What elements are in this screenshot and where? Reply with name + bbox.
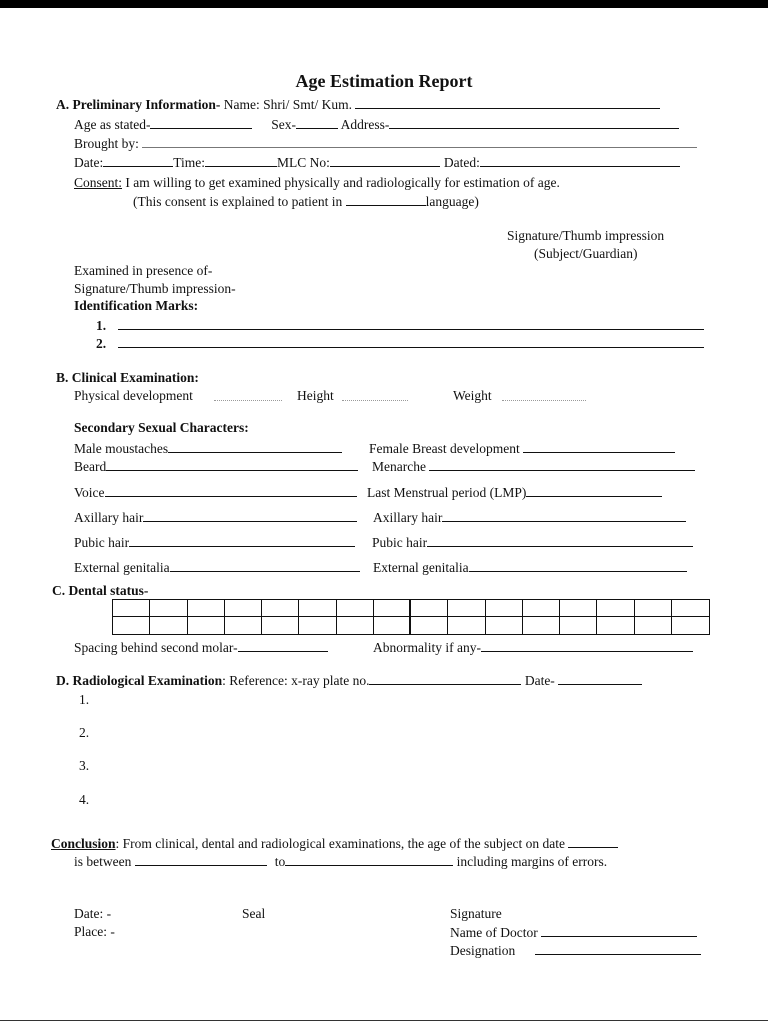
brought-by-label: Brought by: [74,136,139,151]
female-breast-field[interactable] [523,440,675,453]
reference-label: : Reference: x-ray plate no. [222,673,370,688]
dental-cell[interactable] [597,617,634,634]
physical-field[interactable] [214,388,282,401]
seal-label: Seal [242,906,266,921]
axillary-left-field[interactable] [143,509,357,522]
consent-note-2: language) [425,194,479,209]
menarche-row [372,458,695,475]
bottom-border [0,1020,768,1021]
sex-label: Sex- [271,117,296,132]
abnormality-field[interactable] [481,639,693,652]
physical-label: Physical development [74,388,193,403]
dental-cell[interactable] [411,600,448,617]
dental-cell[interactable] [597,600,634,617]
age-range-row [74,853,607,870]
dental-cell[interactable] [448,617,485,634]
dental-cell[interactable] [299,617,336,634]
dental-cell[interactable] [337,617,374,634]
date-time-row [74,154,680,171]
dental-cell[interactable] [672,617,709,634]
genitalia-right-row [373,559,687,576]
dental-cell[interactable] [225,617,262,634]
footer-place-label: Place: - [74,924,115,939]
dental-cell[interactable] [113,600,150,617]
subject-signature-label: Signature/Thumb impression [507,228,665,243]
brought-by-field[interactable] [142,135,697,148]
top-border [0,0,768,8]
dental-cell[interactable] [188,617,225,634]
menarche-label: Menarche [372,459,430,474]
mark-2-row [96,335,704,352]
age-field[interactable] [150,116,252,129]
conclusion-date-field[interactable] [568,835,618,848]
mlc-field[interactable] [330,154,440,167]
dated-label: Dated: [443,155,480,170]
age-to-field[interactable] [285,853,453,866]
abnormality-label: Abnormality if any- [373,640,481,655]
pubic-left-field[interactable] [129,534,355,547]
to-label: to [274,854,286,869]
axillary-right-field[interactable] [442,509,686,522]
lmp-label: Last Menstrual period (LMP) [367,485,527,500]
section-b-heading: B. Clinical Examination: [56,370,199,385]
examined-label: Examined in presence of- [74,263,213,278]
dental-cell[interactable] [523,617,560,634]
mark-1-label: 1. [96,318,107,333]
name-field[interactable] [355,96,660,109]
conclusion-label: Conclusion [51,836,116,851]
time-label: Time: [173,155,206,170]
dental-cell[interactable] [560,617,597,634]
consent-note-row [133,193,479,210]
mark-1-field[interactable] [118,317,704,330]
dental-cell[interactable] [188,600,225,617]
dental-chart [112,599,710,635]
axillary-left-label: Axillary hair [74,510,144,525]
weight-field[interactable] [502,388,586,401]
female-breast-label: Female Breast development [369,441,524,456]
spacing-label: Spacing behind second molar- [74,640,238,655]
sex-field[interactable] [296,116,338,129]
dental-cell[interactable] [374,617,411,634]
dental-cell[interactable] [486,617,523,634]
doctor-name-field[interactable] [541,924,697,937]
dental-cell[interactable] [411,617,448,634]
section-a-heading: A. Preliminary Information- [56,97,221,112]
dental-cell[interactable] [635,617,672,634]
voice-field[interactable] [105,484,357,497]
genitalia-left-row [74,559,360,576]
address-field[interactable] [389,116,679,129]
dental-cell[interactable] [150,600,187,617]
dental-cell[interactable] [374,600,411,617]
dental-cell[interactable] [299,600,336,617]
spacing-row [74,639,328,656]
page-title: Age Estimation Report [295,71,473,91]
pubic-right-row [372,534,693,551]
designation-row [450,942,701,959]
doctor-name-row [450,924,697,941]
language-field[interactable] [346,193,426,206]
beard-label: Beard [74,459,107,474]
subject-guardian-label: (Subject/Guardian) [534,246,638,261]
dental-cell[interactable] [560,600,597,617]
height-field[interactable] [342,388,408,401]
xray-plate-field[interactable] [369,672,521,685]
section-d-row [56,672,642,689]
pubic-left-row [74,534,355,551]
mark-2-field[interactable] [118,335,704,348]
axillary-right-label: Axillary hair [373,510,443,525]
date-field[interactable] [103,154,173,167]
time-field[interactable] [205,154,277,167]
consent-text: I am willing to get examined physically and radiologically for estimation of age. [122,175,560,190]
doctor-signature-label: Signature [450,906,502,921]
age-from-field[interactable] [135,853,267,866]
voice-row [74,484,357,501]
between-label: is between [74,854,135,869]
beard-field[interactable] [106,458,358,471]
designation-label: Designation [450,943,516,958]
pubic-left-label: Pubic hair [74,535,130,550]
margin-label: including margins of errors. [453,854,608,869]
dental-cell[interactable] [150,617,187,634]
menarche-field[interactable] [429,458,695,471]
male-moustaches-label: Male moustaches [74,441,169,456]
axillary-right-row [373,509,686,526]
radiology-item-4: 4. [79,792,90,807]
genitalia-left-label: External genitalia [74,560,170,575]
dental-cell[interactable] [262,600,299,617]
brought-by-row [74,135,697,152]
conclusion-text: : From clinical, dental and radiological examinations, the age of the subject on date [115,836,569,851]
pubic-right-field[interactable] [427,534,693,547]
genitalia-right-field[interactable] [469,559,687,572]
name-label: Name: Shri/ Smt/ Kum. [220,97,356,112]
dental-cell[interactable] [448,600,485,617]
radiology-item-1: 1. [79,692,90,707]
id-marks-label: Identification Marks: [74,298,199,313]
axillary-left-row [74,509,357,526]
female-breast-row [369,440,675,457]
abnormality-row [373,639,693,656]
age-sex-address-row [74,116,679,133]
dental-cell[interactable] [486,600,523,617]
voice-label: Voice [74,485,105,500]
spacing-field[interactable] [238,639,328,652]
radiology-item-2: 2. [79,725,90,740]
footer-date-label: Date: - [74,906,112,921]
lmp-field[interactable] [526,484,662,497]
consent-label: Consent: [74,175,123,190]
weight-label: Weight [453,388,492,403]
male-moustaches-row [74,440,342,457]
dental-cell[interactable] [635,600,672,617]
mark-1-row [96,317,704,334]
height-label: Height [297,388,334,403]
beard-row [74,458,358,475]
dental-cell[interactable] [672,600,709,617]
examined-signature-label: Signature/Thumb impression- [74,281,236,296]
name-row [56,96,660,113]
doctor-name-label: Name of Doctor [450,925,542,940]
genitalia-left-field[interactable] [170,559,360,572]
dental-cell[interactable] [523,600,560,617]
lmp-row [367,484,662,501]
consent-note-1: (This consent is explained to patient in [133,194,346,209]
section-d-heading: D. Radiological Examination [56,673,223,688]
dental-cell[interactable] [337,600,374,617]
dental-cell[interactable] [113,617,150,634]
xray-date-field[interactable] [558,672,642,685]
male-moustaches-field[interactable] [168,440,342,453]
dental-cell[interactable] [225,600,262,617]
consent-row [74,175,560,191]
date-label: Date: [74,155,104,170]
dated-field[interactable] [480,154,680,167]
age-label: Age as stated- [74,117,151,132]
xray-date-label: Date- [521,673,559,688]
mark-2-label: 2. [96,336,107,351]
pubic-right-label: Pubic hair [372,535,428,550]
designation-field[interactable] [535,942,701,955]
mlc-label: MLC No: [277,155,330,170]
secondary-heading: Secondary Sexual Characters: [74,420,249,435]
section-c-heading: C. Dental status- [52,583,149,598]
genitalia-right-label: External genitalia [373,560,469,575]
conclusion-row [51,835,618,852]
dental-cell[interactable] [262,617,299,634]
address-label: Address- [340,117,390,132]
radiology-item-3: 3. [79,758,90,773]
